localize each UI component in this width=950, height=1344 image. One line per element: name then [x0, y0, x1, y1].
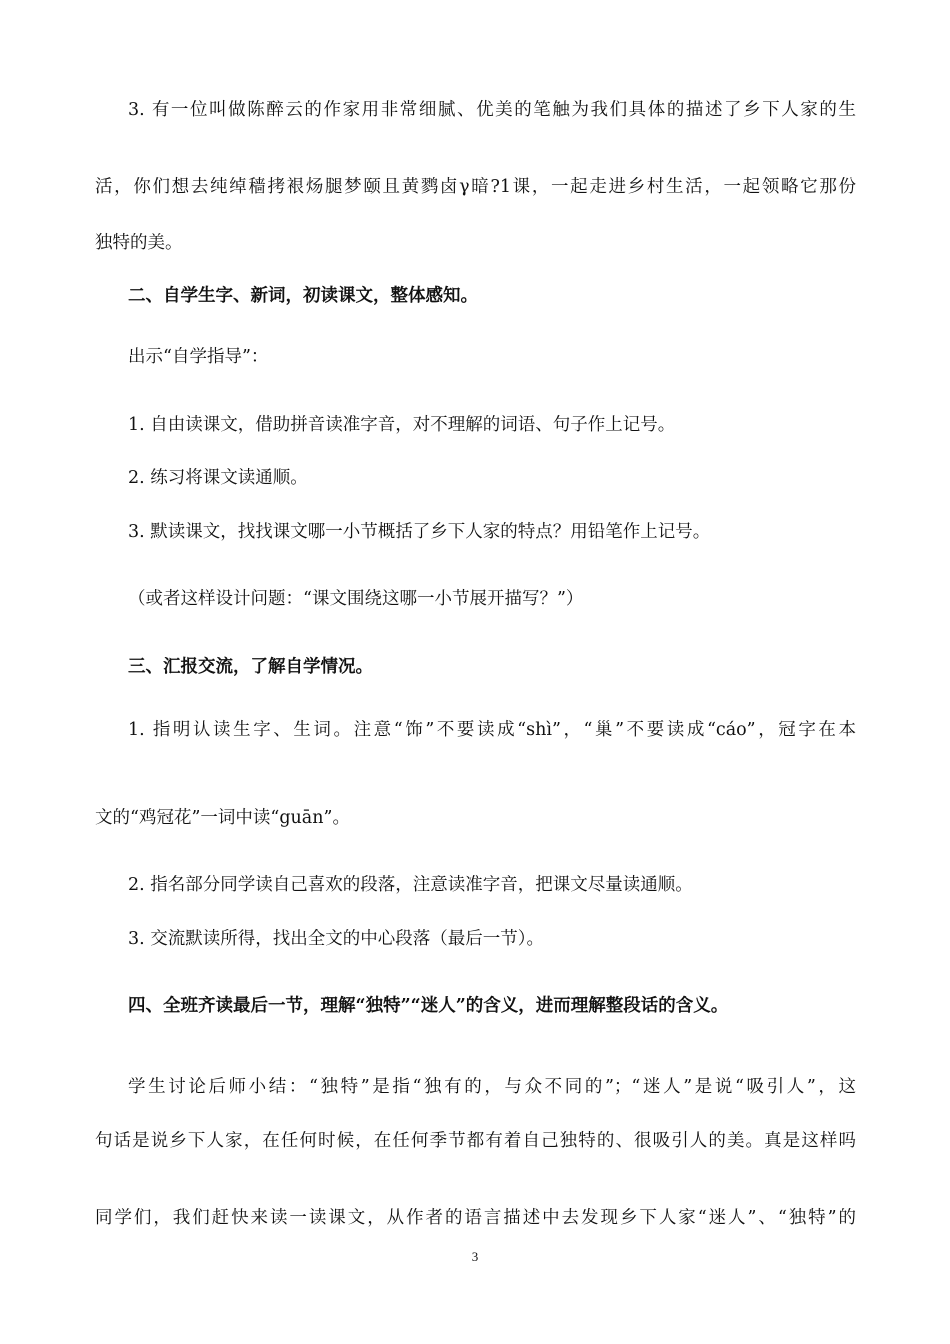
paragraph-line: 3. 有一位叫做陈醉云的作家用非常细腻、优美的笔触为我们具体的描述了乡下人家的生	[128, 100, 856, 120]
paragraph-line: 文的“鸡冠花”一词中读“guān”。	[95, 808, 350, 828]
paragraph-line: 活，你们想去纯绰穑拷裉炀腿梦颐且黄鹨卤γ暗?1课，一起走进乡村生活，一起领略它那份	[95, 177, 856, 197]
list-item: 3. 默读课文，找找课文哪一小节概括了乡下人家的特点？用铅笔作上记号。	[128, 522, 711, 542]
list-item: 1. 自由读课文，借助拼音读准字音，对不理解的词语、句子作上记号。	[128, 415, 676, 435]
paragraph-line: 句话是说乡下人家，在任何时候，在任何季节都有着自己独特的、很吸引人的美。真是这样吗	[95, 1131, 856, 1151]
section-heading: 四、全班齐读最后一节，理解“独特”“迷人”的含义，进而理解整段话的含义。	[128, 996, 729, 1016]
paragraph-line: 学生讨论后师小结：“独特”是指“独有的，与众不同的”；“迷人”是说“吸引人”，这	[128, 1077, 856, 1097]
list-item: 2. 练习将课文读通顺。	[128, 468, 308, 488]
page-number: 3	[471, 1249, 479, 1264]
paragraph-line: 出示“自学指导”：	[128, 347, 269, 367]
list-item: 3. 交流默读所得，找出全文的中心段落（最后一节）。	[128, 929, 545, 949]
section-heading: 二、自学生字、新词，初读课文，整体感知。	[128, 286, 478, 306]
list-item: 2. 指名部分同学读自己喜欢的段落，注意读准字音，把课文尽量读通顺。	[128, 875, 693, 895]
paragraph-line: 同学们，我们赶快来读一读课文，从作者的语言描述中去发现乡下人家“迷人”、“独特”的	[95, 1208, 856, 1228]
section-heading: 三、汇报交流，了解自学情况。	[128, 657, 373, 677]
paragraph-line: （或者这样设计问题：“课文围绕这哪一小节展开描写？”）	[128, 589, 584, 609]
list-item: 1. 指明认读生字、生词。注意“饰”不要读成“shì”，“巢”不要读成“cáo”，冠字在本	[128, 720, 856, 740]
paragraph-line: 独特的美。	[95, 233, 183, 253]
